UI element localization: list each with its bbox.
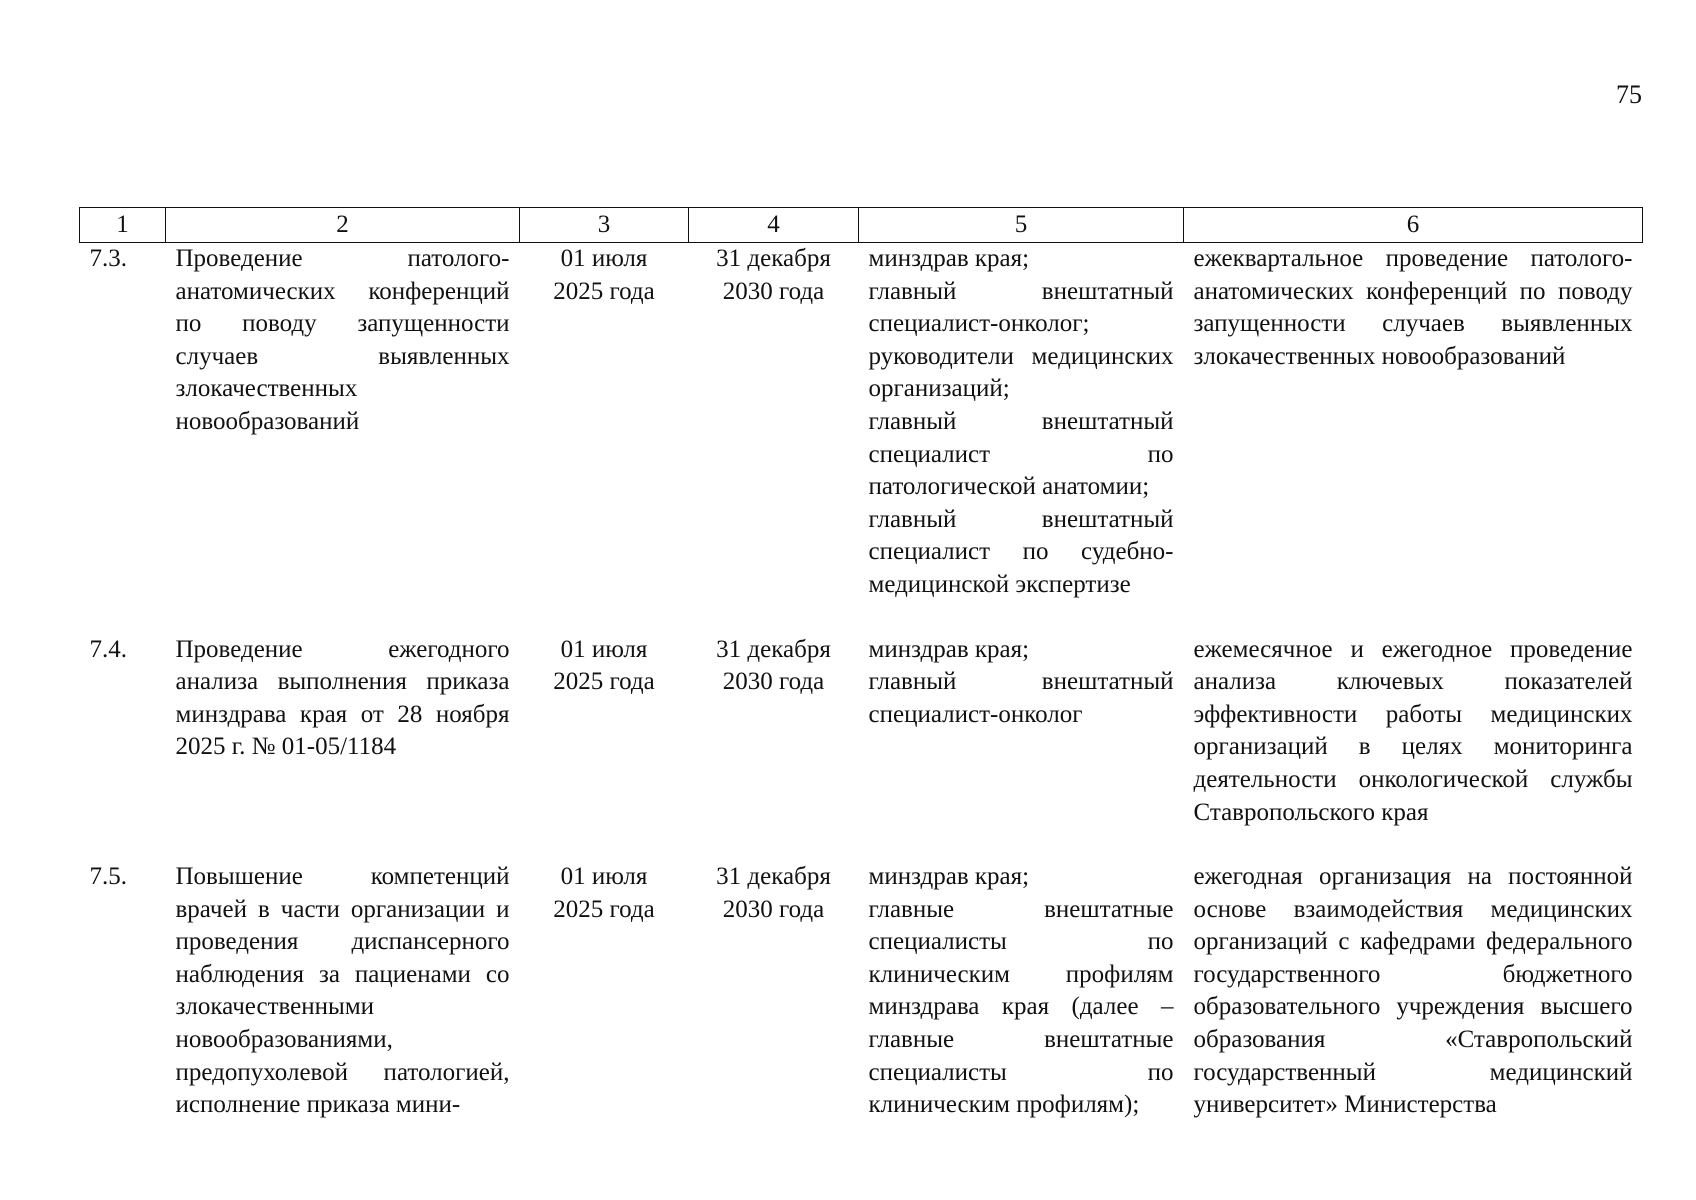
column-number-header-row [80, 208, 1643, 243]
column-header-2: 2 [166, 208, 520, 243]
column-header-4: 4 [689, 208, 859, 243]
end-date-cell: 31 декабря 2030 года [716, 245, 831, 305]
column-header-1: 1 [80, 208, 166, 243]
row-number: 7.4. [89, 635, 127, 663]
end-date-cell: 31 декабря 2030 года [716, 635, 831, 696]
measures-table [79, 207, 1643, 1154]
column-header-6: 6 [1184, 208, 1643, 243]
start-date-cell: 01 июля 2025 года [553, 635, 655, 696]
table-row [80, 861, 1643, 1154]
row-number: 7.5. [89, 863, 127, 891]
column-header-3: 3 [520, 208, 689, 243]
result-cell: ежеквартальное проведение патолого-анатомических конференций по поводу запущенности случаев выявленных злокачественных новообразований [1193, 245, 1633, 370]
activity-cell: Повышение компетенций врачей в части организации и проведения диспансерного наблюдения за пациенами со злокачественными новообразованиями, предопухолевой патологией, исполнение приказа мини- [175, 863, 510, 1119]
column-header-5: 5 [859, 208, 1184, 243]
page-number: 75 [1616, 80, 1642, 109]
activity-cell: Проведение ежегодного анализа выполнения приказа минздрава края от 28 ноября 2025 г. № 01-05/1184 [175, 635, 510, 761]
responsible-cell: минздрав края; главный внештатный специалист-онколог; руководители медицинских организаций; главный внештатный специалист по патологической анатомии; главный внештатный специалист по судебно-медицинской экспертизе [868, 245, 1174, 598]
row-number: 7.3. [89, 245, 127, 272]
table-row [80, 243, 1643, 634]
start-date-cell: 01 июля 2025 года [553, 863, 655, 923]
result-cell: ежегодная организация на постоянной основе взаимодействия медицинских организаций с кафедрами федерального государственного бюджетного образовательного учреждения высшего образования «Ставропольский государственный медицинский университет» Министерства [1193, 863, 1633, 1119]
activity-cell: Проведение патолого-анатомических конференций по поводу запущенности случаев выявленных злокачественных новообразований [175, 245, 510, 435]
result-cell: ежемесячное и ежегодное проведение анализа ключевых показателей эффективности работы медицинских организаций в целях мониторинга деятельности онкологической службы Ставропольского края [1193, 635, 1633, 826]
responsible-cell: минздрав края; главный внештатный специалист-онколог [868, 635, 1174, 728]
start-date-cell: 01 июля 2025 года [553, 245, 655, 305]
responsible-cell: минздрав края; главные внештатные специалисты по клиническим профилям минздрава края (далее – главные внештатные специалисты по клиническим профилям); [868, 863, 1174, 1119]
end-date-cell: 31 декабря 2030 года [716, 863, 831, 923]
table-row [80, 634, 1643, 862]
